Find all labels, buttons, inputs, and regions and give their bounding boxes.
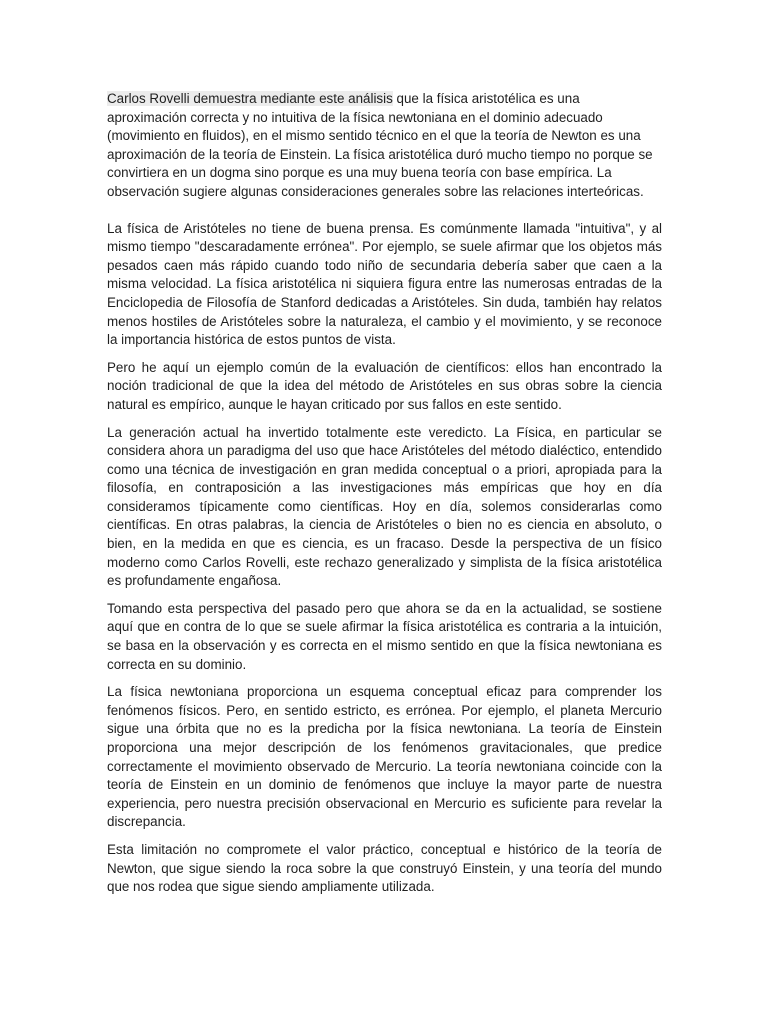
highlighted-text[interactable]: Carlos Rovelli demuestra mediante este análisis bbox=[107, 91, 393, 106]
paragraph-abstract bbox=[107, 90, 662, 202]
paragraph-4: La generación actual ha invertido totalmente este veredicto. La Física, en particular se considera ahora un paradigma del uso que hace Aristóteles del método dialéctico, entendido como una técnica de investigación en gran medida conceptual o a priori, apropiada para la filosofía, en contraposición a las investigaciones más empíricas que hoy en día consideramos típicamente como científicas. Hoy en día, solemos considerarlas como científicas. En otras palabras, la ciencia de Aristóteles o bien no es ciencia en absoluto, o bien, en la medida en que es ciencia, es un fracaso. Desde la perspectiva de un físico moderno como Carlos Rovelli, este rechazo generalizado y simplista de la física aristotélica es profundamente engañosa. bbox=[107, 424, 662, 589]
paragraph-7: Esta limitación no compromete el valor práctico, conceptual e histórico de la teoría de Newton, que sigue siendo la roca sobre la que construyó Einstein, y una teoría del mundo que nos rodea que sigue siendo ampliamente utilizada. bbox=[107, 841, 662, 895]
paragraph-5: Tomando esta perspectiva del pasado pero que ahora se da en la actualidad, se sostiene aquí que en contra de lo que se suele afirmar la física aristotélica es contraria a la intuición, se basa en la observación y es correcta en el mismo sentido en que la física newtoniana es correcta en su dominio. bbox=[107, 600, 662, 672]
document-page bbox=[107, 90, 662, 897]
paragraph-3: Pero he aquí un ejemplo común de la evaluación de científicos: ellos han encontrado la noción tradicional de que la idea del método de Aristóteles en sus obras sobre la ciencia natural es empírico, aunque le hayan criticado por sus fallos en este sentido. bbox=[107, 359, 662, 412]
paragraph-6: La física newtoniana proporciona un esquema conceptual eficaz para comprender los fenómenos físicos. Pero, en sentido estricto, es errónea. Por ejemplo, el planeta Mercurio sigue una órbita que no es la predicha por la física newtoniana. La teoría de Einstein proporciona una mejor descripción de los fenómenos gravitacionales, que predice correctamente el movimiento observado de Mercurio. La teoría newtoniana coincide con la teoría de Einstein en un dominio de fenómenos que incluye la mayor parte de nuestra experiencia, pero nuestra precisión observacional en Mercurio es suficiente para revelar la discrepancia. bbox=[107, 684, 662, 830]
paragraph-2: La física de Aristóteles no tiene de buena prensa. Es comúnmente llamada "intuitiva", y al mismo tiempo "descaradamente errónea". Por ejemplo, se suele afirmar que los objetos más pesados caen más rápido cuando todo niño de secundaria debería saber que caen a la misma velocidad. La física aristotélica ni siquiera figura entre las numerosas entradas de la Enciclopedia de Filosofía de Stanford dedicadas a Aristóteles. Sin duda, también hay relatos menos hostiles de Aristóteles sobre la naturaleza, el cambio y el movimiento, y se reconoce la importancia histórica de estos puntos de vista. bbox=[107, 220, 662, 348]
paragraph-abstract-text: que la física aristotélica es una aproximación correcta y no intuitiva de la física newtoniana en el dominio adecuado (movimiento en fluidos), en el mismo sentido técnico en el que la teoría de Newton es una aproximación de la teoría de Einstein. La física aristotélica duró mucho tiempo no porque se convirtiera en un dogma sino porque es una muy buena teoría con base empírica. La observación sugiere algunas consideraciones generales sobre las relaciones interteóricas. bbox=[107, 91, 653, 199]
